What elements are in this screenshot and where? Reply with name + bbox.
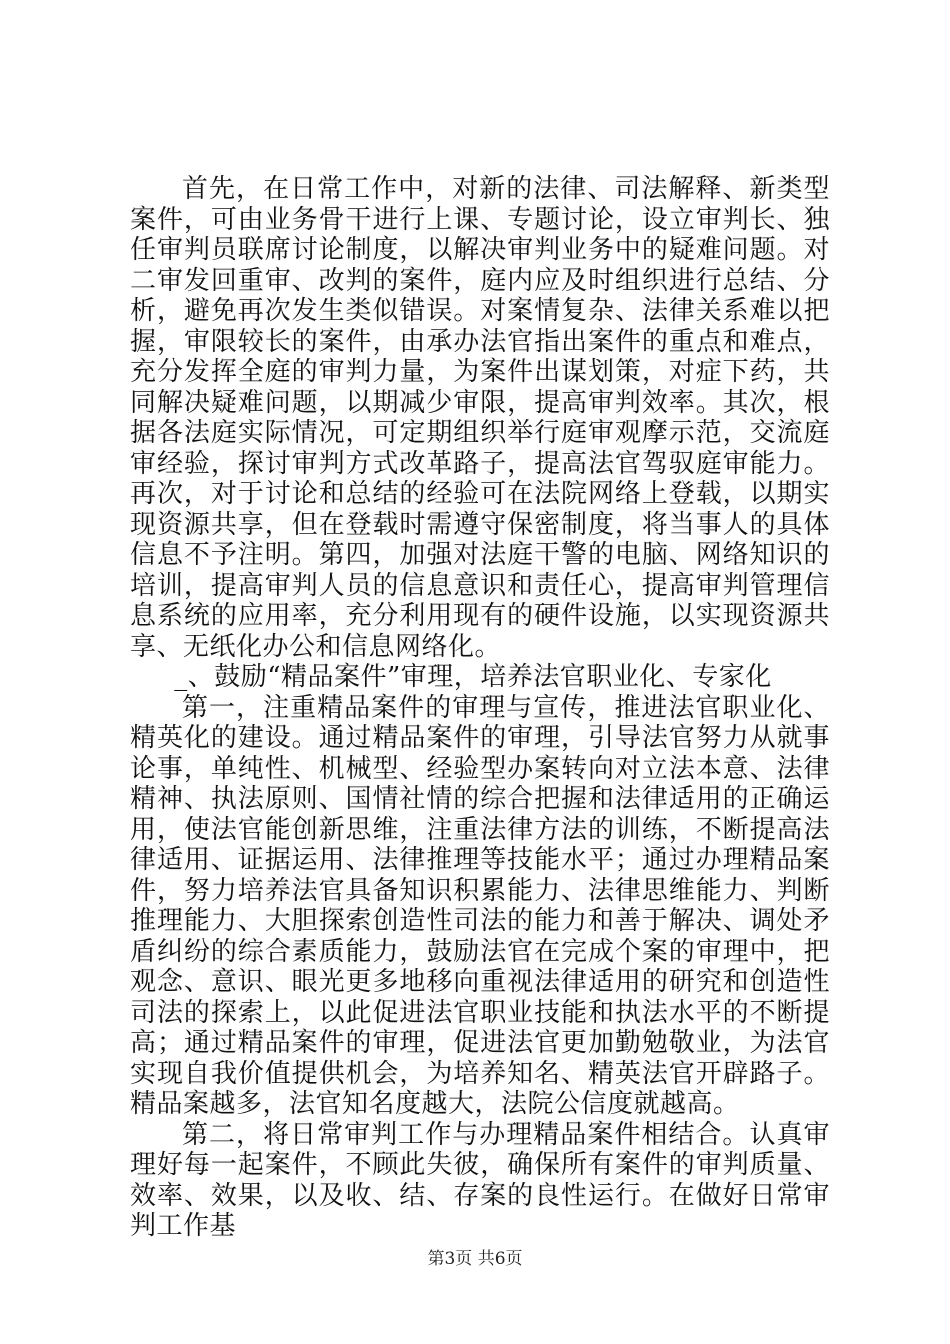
paragraph-first: 第一，注重精品案件的审理与宣传，推进法官职业化、精英化的建设。通过精品案件的审理，引导法官努力从就事论事，单纯性、机械型、经验型办案转向对立法本意、法律精神、执法原则、国情社情的综合把握和法律适用的正确运用，使法官能创新思维，注重法律方法的训练，不断提高法律适用、证据运用、法律推理等技能水平；通过办理精品案件，努力培养法官具备知识积累能力、法律思维能力、判断推理能力、大胆探索创造性司法的能力和善于解决、调处矛盾纠纷的综合素质能力，鼓励法官在完成个案的审理中，把观念、意识、眼光更多地移向重视法律适用的研究和创造性司法的探索上，以此促进法官职业技能和执法水平的不断提高；通过精品案件的审理，促进法官更加勤勉敬业，为法官实现自我价值提供机会，为培养知名、精英法官开辟路子。精品案越多，法官知名度越大，法院公信度就越高。 [130, 692, 830, 1119]
document-body [130, 174, 830, 1242]
section-heading: _、鼓励“精品案件”审理，培养法官职业化、专家化 [174, 662, 772, 692]
paragraph-training: 首先，在日常工作中，对新的法律、司法解释、新类型案件，可由业务骨干进行上课、专题讨论，设立审判长、独任审判员联席讨论制度，以解决审判业务中的疑难问题。对二审发回重审、改判的案件，庭内应及时组织进行总结、分析，避免再次发生类似错误。对案情复杂、法律关系难以把握，审限较长的案件，由承办法官指出案件的重点和难点，充分发挥全庭的审判力量，为案件出谋划策，对症下药，共同解决疑难问题，以期减少审限，提高审判效率。其次，根据各法庭实际情况，可定期组织举行庭审观摩示范，交流庭审经验，探讨审判方式改革路子，提高法官驾驭庭审能力。再次，对于讨论和总结的经验可在法院网络上登载，以期实现资源共享，但在登载时需遵守保密制度，将当事人的具体信息不予注明。第四，加强对法庭干警的电脑、网络知识的培训，提高审判人员的信息意识和责任心，提高审判管理信息系统的应用率，充分利用现有的硬件设施，以实现资源共享、无纸化办公和信息网络化。 [130, 174, 830, 662]
page-number-footer: 第3页 共6页 [427, 1249, 523, 1269]
paragraph-second: 第二，将日常审判工作与办理精品案件相结合。认真审理好每一起案件，不顾此失彼，确保所有案件的审判质量、效率、效果，以及收、结、存案的良性运行。在做好日常审判工作基 [130, 1119, 830, 1241]
